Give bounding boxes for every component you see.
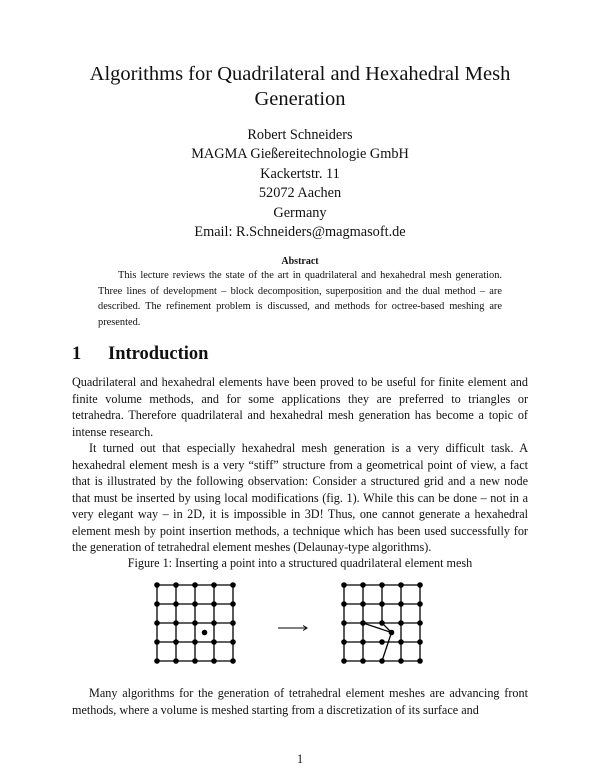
- mesh-node: [360, 582, 366, 588]
- mesh-node: [398, 601, 404, 607]
- abstract-text: This lecture reviews the state of the art in quadrilateral and hexahedral mesh generation. Three lines of development – block decomposition, superposition and the dual method – are described. The refinement problem is discussed, and methods for octree-based meshing are presented.: [98, 270, 502, 329]
- mesh-node: [379, 639, 385, 645]
- author-name: Robert Schneiders: [247, 127, 353, 143]
- figure-caption: Figure 1: Inserting a point into a structured quadrilateral element mesh: [127, 556, 473, 570]
- arrow-icon: [278, 626, 307, 631]
- mesh-node: [341, 620, 347, 626]
- mesh-node: [230, 601, 236, 607]
- mesh-node: [379, 620, 385, 626]
- inserted-node: [389, 630, 395, 636]
- mesh-node: [173, 658, 179, 664]
- author-affiliation: MAGMA Gießereitechnologie GmbH: [191, 146, 409, 163]
- mesh-node: [230, 582, 236, 588]
- author-street: Kackertstr. 11: [260, 165, 340, 182]
- mesh-node: [211, 582, 217, 588]
- mesh-node: [230, 658, 236, 664]
- mesh-node: [398, 658, 404, 664]
- mesh-node: [154, 582, 160, 588]
- mesh-node: [192, 620, 198, 626]
- author-country: Germany: [273, 204, 327, 221]
- author-email: Email: R.Schneiders@magmasoft.de: [194, 224, 406, 241]
- mesh-node: [192, 582, 198, 588]
- title-line-2: Generation: [254, 88, 346, 110]
- mesh-node: [360, 601, 366, 607]
- mesh-node: [173, 620, 179, 626]
- figure-1-drawing: [145, 575, 455, 680]
- mesh-node: [379, 582, 385, 588]
- mesh-node: [154, 601, 160, 607]
- mesh-node: [154, 658, 160, 664]
- mesh-node: [211, 601, 217, 607]
- mesh-node: [417, 582, 423, 588]
- mesh-node: [192, 658, 198, 664]
- mesh-node: [211, 639, 217, 645]
- mesh-node: [379, 601, 385, 607]
- mesh-node: [341, 639, 347, 645]
- paper-title: [50, 62, 550, 112]
- mesh-node: [341, 601, 347, 607]
- mesh-node: [398, 639, 404, 645]
- mesh-node: [173, 582, 179, 588]
- mesh-node: [173, 639, 179, 645]
- mesh-node: [417, 639, 423, 645]
- paragraph-1: Quadrilateral and hexahedral elements have been proved to be useful for finite element and finite volume methods, and for some applications they are preferred to triangles or tetrahedra. Therefore quadrilateral and hexahedral mesh generation has become a topic of intense research.: [72, 375, 528, 439]
- mesh-node: [230, 620, 236, 626]
- abstract-heading: Abstract: [281, 256, 319, 267]
- mesh-node: [211, 620, 217, 626]
- section-title: Introduction: [108, 344, 209, 364]
- mesh-node: [360, 639, 366, 645]
- section-heading: [72, 342, 208, 366]
- figure-1: [145, 575, 455, 680]
- mesh-node: [341, 658, 347, 664]
- mesh-node: [360, 658, 366, 664]
- mesh-node: [154, 639, 160, 645]
- paragraph-3: Many algorithms for the generation of tetrahedral element meshes are advancing front methods, where a volume is meshed starting from a discretization of its surface and: [72, 686, 528, 717]
- page-number: 1: [296, 752, 304, 766]
- mesh-node: [360, 620, 366, 626]
- mesh-node: [192, 639, 198, 645]
- mesh-node: [211, 658, 217, 664]
- inserted-node: [202, 630, 208, 636]
- paragraph-2: It turned out that especially hexahedral mesh generation is a very difficult task. A hexahedral element mesh is a very “stiff” structure from a geometrical point of view, a fact that is illustrated by the following observation: Consider a structured grid and a new node that must be inserted by using local modifications (fig. 1). While this can be done – not in a very elegant way – in 2D, it is impossible in 3D! Thus, one cannot generate a hexahedral element mesh by point insertion methods, a technique which has been used successfully for the generation of tetrahedral element meshes (Delaunay-type algorithms).: [72, 441, 528, 554]
- mesh-grid-before: [154, 582, 236, 664]
- mesh-node: [173, 601, 179, 607]
- author-block: [100, 126, 500, 242]
- mesh-node: [417, 658, 423, 664]
- mesh-node: [417, 620, 423, 626]
- mesh-node: [379, 658, 385, 664]
- author-city: 52072 Aachen: [258, 185, 342, 202]
- mesh-node: [192, 601, 198, 607]
- mesh-node: [398, 620, 404, 626]
- mesh-node: [230, 639, 236, 645]
- mesh-grid-after: [341, 582, 423, 664]
- section-number: 1: [72, 344, 82, 364]
- mesh-node: [154, 620, 160, 626]
- mesh-node: [417, 601, 423, 607]
- mesh-node: [398, 582, 404, 588]
- mesh-node: [341, 582, 347, 588]
- title-line-1: Algorithms for Quadrilateral and Hexahedral Mesh: [89, 63, 511, 85]
